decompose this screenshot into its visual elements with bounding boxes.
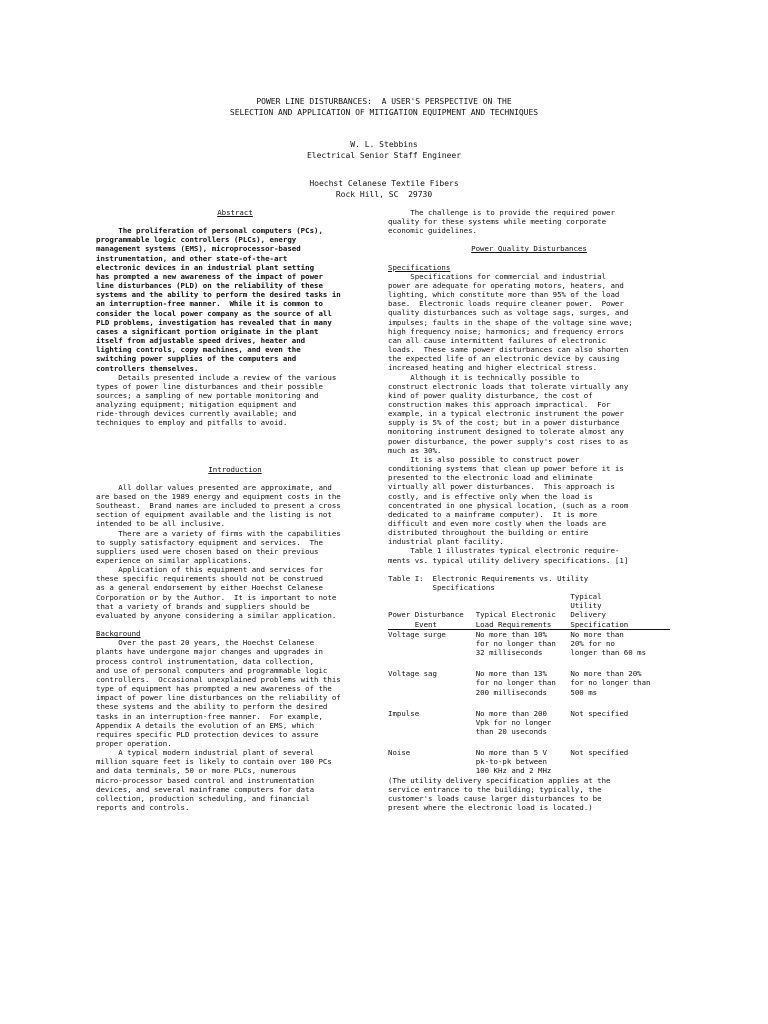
text-line: The proliferation of personal computers (PCs),	[96, 226, 323, 236]
table-cell-text: 200 milliseconds	[475, 687, 547, 697]
text-line: Although it is technically possible to	[388, 372, 580, 382]
table-cell-event	[388, 629, 476, 657]
table-header-text: Event	[388, 619, 437, 629]
text-line: supply is 5% of the cost; but in a power disturbance	[388, 418, 620, 428]
text-line: ments vs. typical utility delivery specifications. [1]	[388, 555, 629, 565]
table-row	[388, 748, 670, 775]
text-line: dedicated to a mainframe computer). It is more	[388, 509, 598, 519]
table-header-text: Typical Electronic	[475, 610, 556, 620]
table-cell-event	[388, 748, 476, 775]
text-line: Corporation or by the Author. It is important to note	[96, 592, 337, 602]
table-header-cell	[476, 592, 571, 629]
text-line: the expected life of an electronic device by causing	[388, 354, 620, 364]
affiliation-location: Rock Hill, SC 29730	[335, 189, 433, 199]
table-cell-text: Voltage sag	[388, 669, 437, 679]
text-line: section of equipment available and the listing is not	[96, 510, 332, 520]
table-row	[388, 629, 670, 657]
affiliation-block	[0, 179, 768, 200]
background-paragraph-2	[96, 748, 374, 812]
text-line: high frequency noise; harmonics; and frequency errors	[388, 326, 624, 336]
text-line: base. Electronic loads require cleaner power. Power	[388, 299, 624, 309]
text-line: A typical modern industrial plant of several	[96, 748, 315, 758]
table-row	[388, 669, 670, 696]
table-cell-text: No more than 13%	[475, 669, 547, 679]
text-line: lighting controls, copy machines, and even the	[96, 345, 301, 355]
text-line: economic guidelines.	[388, 226, 477, 236]
text-line: programmable logic controllers (PLCs), energy	[96, 235, 297, 245]
text-line: There are a variety of firms with the capabilities	[96, 528, 341, 538]
table-cell-text: 20% for no	[570, 638, 615, 648]
table-header-text: Delivery	[570, 610, 607, 620]
text-line: tasks in an interruption-free manner. For example,	[96, 711, 323, 721]
introduction-paragraph-2	[96, 529, 374, 566]
text-line: systems and the ability to perform the desired tasks in	[96, 290, 341, 300]
text-line: quality for these systems while meeting corporate	[388, 217, 607, 227]
table-cell-text: pk-to-pk between	[475, 757, 547, 767]
text-line: to supply satisfactory equipment and services. The	[96, 537, 323, 547]
text-line: loads. These same power disturbances can also shorten	[388, 345, 629, 355]
text-line: Over the past 20 years, the Hoechst Celanese	[96, 638, 315, 648]
text-line: million square feet is likely to contain over 100 PCs	[96, 757, 332, 767]
text-line: example, in a typical electronic instrument the power	[388, 409, 624, 419]
text-line: ride-through devices currently available; and	[96, 409, 297, 419]
specifications-paragraph-2	[388, 373, 670, 455]
abstract-heading: Abstract	[217, 208, 253, 217]
abstract-paragraph-2	[96, 373, 374, 428]
text-line: concentrated in one physical location, (such as a room	[388, 500, 629, 510]
text-line: that a variety of brands and suppliers should be	[96, 601, 310, 611]
table-cell-event	[388, 669, 476, 696]
text-line: process control instrumentation, data collection,	[96, 656, 315, 666]
text-line: micro-processor based control and instrumentation	[96, 775, 315, 785]
text-line: virtually all power disturbances. This approach is	[388, 482, 615, 492]
text-line: PLD problems, investigation has revealed that in many	[96, 317, 332, 327]
author-title: Electrical Senior Staff Engineer	[306, 151, 462, 160]
text-line: line disturbances (PLD) on the reliability of these	[96, 281, 323, 291]
table-cell-text: for no longer than	[570, 678, 651, 688]
specifications-heading: Specifications	[388, 262, 451, 272]
text-line: collection, production scheduling, and financial	[96, 793, 310, 803]
text-line: much as 30%.	[388, 445, 442, 455]
text-line: management systems (EMS), microprocessor-based	[96, 244, 301, 254]
text-line: experience on similar applications.	[96, 556, 252, 565]
text-line: and use of personal computers and programmable logic	[96, 665, 328, 675]
text-line: Application of this equipment and services for	[96, 565, 323, 575]
text-line: impact of power line disturbances on the reliability of	[96, 693, 341, 703]
text-line: controllers. Occasional unexplained problems with this	[96, 674, 341, 684]
text-line: plants have undergone major changes and upgrades in	[96, 647, 323, 657]
text-line: Table I: Electronic Requirements vs. Utility	[388, 573, 589, 583]
background-heading: Background	[96, 629, 141, 639]
text-line: conditioning systems that clean up power before it is	[388, 464, 624, 474]
specifications-paragraph-4	[388, 546, 670, 564]
table-note	[388, 776, 670, 813]
text-line: itself from adjustable speed drives, heater and	[96, 336, 306, 346]
text-line: cases a significant portion originate in the plant	[96, 326, 319, 336]
title-line: SELECTION AND APPLICATION OF MITIGATION EQUIPMENT AND TECHNIQUES	[229, 107, 539, 117]
text-line: lighting, which constitute more than 95% of the load	[388, 290, 620, 300]
text-line: these systems and the ability to perform the desired	[96, 702, 328, 712]
specifications-paragraph-3	[388, 455, 670, 547]
text-line: Specifications for commercial and industrial	[388, 271, 607, 281]
text-line: are based on the 1989 energy and equipment costs in the	[96, 491, 341, 501]
table-row-spacer	[388, 697, 670, 709]
abstract-paragraph-1	[96, 226, 374, 373]
text-line: requires specific PLD protection devices to assure	[96, 729, 319, 739]
author-name: W. L. Stebbins	[350, 140, 418, 149]
text-line: Details presented include a review of the various	[96, 372, 337, 382]
table-cell-utility	[570, 709, 670, 736]
table-cell-utility	[570, 629, 670, 657]
table-cell-load	[476, 748, 571, 775]
affiliation-company: Hoechst Celanese Textile Fibers	[309, 179, 459, 188]
introduction-paragraph-3	[96, 565, 374, 620]
table-cell-text: than 20 useconds	[475, 726, 547, 736]
table-cell-text: Not specified	[570, 708, 629, 718]
text-line: service entrance to the building; typically, the	[388, 784, 602, 794]
text-line: presented to the electronic load and eliminate	[388, 473, 593, 483]
text-line: has prompted a new awareness of the impact of power	[96, 271, 323, 281]
text-line: Table 1 illustrates typical electronic require-	[388, 546, 620, 556]
text-line: and data terminals, 50 or more PLCs, numerous	[96, 766, 297, 776]
table-cell-load	[476, 709, 571, 736]
text-line: It is also possible to construct power	[388, 454, 580, 464]
table-cell-text: No more than	[570, 629, 624, 639]
text-line: types of power line disturbances and their possible	[96, 381, 323, 391]
table-cell-text: No more than 10%	[475, 629, 547, 639]
text-line: techniques to employ and pitfalls to avoid.	[96, 418, 288, 428]
text-line: suppliers used were chosen based on their previous	[96, 546, 319, 556]
text-line: present where the electronic load is located.)	[388, 803, 593, 813]
table-cell-text: Voltage surge	[388, 629, 446, 639]
text-line: costly, and is effective only when the load is	[388, 491, 593, 501]
table-cell-load	[476, 629, 571, 657]
table-header-text: Power Disturbance	[388, 610, 464, 620]
text-line: power are adequate for operating motors, heaters, and	[388, 280, 624, 290]
table-cell-text: No more than 20%	[570, 669, 642, 679]
text-line: consider the local power company as the source of all	[96, 308, 332, 318]
text-line: All dollar values presented are approximate, and	[96, 482, 332, 492]
challenge-paragraph	[388, 208, 670, 235]
table-header-text: Specification	[570, 619, 629, 629]
text-line: reports and controls.	[96, 803, 190, 813]
text-line: intended to be all inclusive.	[96, 519, 226, 529]
text-line: customer's loads cause larger disturbances to be	[388, 793, 602, 803]
table-header-text: Typical	[570, 592, 602, 602]
text-line: monitoring instrument designed to tolerate almost any	[388, 427, 624, 437]
paper-title	[0, 97, 768, 118]
table-cell-text: 500 ms	[570, 687, 598, 697]
author-block	[0, 139, 768, 161]
introduction-heading: Introduction	[208, 464, 262, 474]
text-line: evaluated by anyone considering a similar application.	[96, 610, 337, 620]
text-line: difficult and even more costly when the loads are	[388, 519, 607, 528]
introduction-paragraph-1	[96, 483, 374, 529]
text-line: controllers themselves.	[96, 363, 199, 373]
background-paragraph-1	[96, 638, 374, 748]
table-row-spacer	[388, 657, 670, 669]
text-line: industrial plant facility.	[388, 537, 504, 547]
table-caption	[388, 574, 670, 592]
power-quality-heading: Power Quality Disturbances	[471, 244, 587, 254]
table-cell-text: No more than 5 V	[475, 748, 547, 758]
title-line: POWER LINE DISTURBANCES: A USER'S PERSPECTIVE ON THE	[256, 97, 512, 106]
text-line: electronic devices in an industrial plant setting	[96, 262, 315, 272]
table-header-cell	[388, 592, 476, 629]
text-line: as a general endorsement by either Hoechst Celanese	[96, 583, 323, 593]
table-header-text	[476, 592, 571, 601]
text-line: these specific requirements should not be construed	[96, 574, 323, 584]
text-line: proper operation.	[96, 738, 172, 748]
text-line: distributed throughout the building or entire	[388, 528, 589, 538]
table-cell-text: 100 KHz and 2 MHz	[475, 766, 552, 776]
text-line: Southeast. Brand names are included to present a cross	[96, 501, 341, 511]
table-cell-text: Noise	[388, 748, 411, 758]
text-line: an interruption-free manner. While it is common to	[96, 299, 323, 309]
text-line: kind of power quality disturbance, the cost of	[388, 390, 593, 400]
table-header-cell	[570, 592, 670, 629]
table-cell-text: Vpk for no longer	[475, 717, 552, 727]
table-header-text: Load Requirements	[475, 619, 552, 629]
table-cell-load	[476, 669, 571, 696]
table-cell-text: for no longer than	[475, 638, 556, 648]
table-cell-text: 32 milliseconds	[475, 648, 543, 658]
table-row-spacer	[388, 736, 670, 748]
table-header-row	[388, 592, 670, 629]
table-header-text	[388, 601, 476, 610]
text-line: power disturbance, the power supply's cost rises to as	[388, 436, 629, 446]
text-line: instrumentation, and other state-of-the-art	[96, 253, 288, 263]
text-line: impulses; faults in the shape of the voltage sine wave;	[388, 317, 633, 327]
left-column	[96, 208, 374, 812]
text-line: switching power supplies of the computers and	[96, 354, 297, 364]
table-cell-utility	[570, 748, 670, 775]
text-line: (The utility delivery specification applies at the	[388, 775, 611, 785]
text-line: Specifications	[388, 582, 495, 592]
table-header-text: Utility	[570, 601, 602, 611]
text-line: Appendix A details the evolution of an EMS, which	[96, 720, 315, 730]
text-line: quality disturbances such as voltage sags, surges, and	[388, 308, 629, 318]
table-cell-utility	[570, 669, 670, 696]
text-line: increased heating and higher electrical stress.	[388, 363, 598, 373]
text-line: analyzing equipment; mitigation equipment and	[96, 400, 297, 410]
requirements-table	[388, 592, 670, 776]
text-line: devices, and several mainframe computers for data	[96, 784, 315, 794]
text-line: sources; a sampling of new portable monitoring and	[96, 390, 319, 400]
table-row	[388, 709, 670, 736]
table-cell-text: for no longer than	[475, 678, 556, 688]
specifications-paragraph-1	[388, 272, 670, 373]
text-line: construct electronic loads that tolerate virtually any	[388, 381, 629, 391]
table-cell-text: longer than 60 ms	[570, 648, 647, 658]
text-line: construction makes this approach impractical. For	[388, 399, 611, 409]
right-column	[388, 208, 670, 812]
text-line: can all cause intermittent failures of electronic	[388, 335, 607, 345]
table-header-text	[476, 601, 571, 610]
text-line: type of equipment has prompted a new awareness of the	[96, 684, 332, 694]
table-cell-text: No more than 200	[475, 708, 547, 718]
table-cell-text: Not specified	[570, 748, 629, 758]
text-line: The challenge is to provide the required power	[388, 208, 615, 217]
table-cell-event	[388, 709, 476, 736]
table-cell-text: Impulse	[388, 708, 420, 718]
